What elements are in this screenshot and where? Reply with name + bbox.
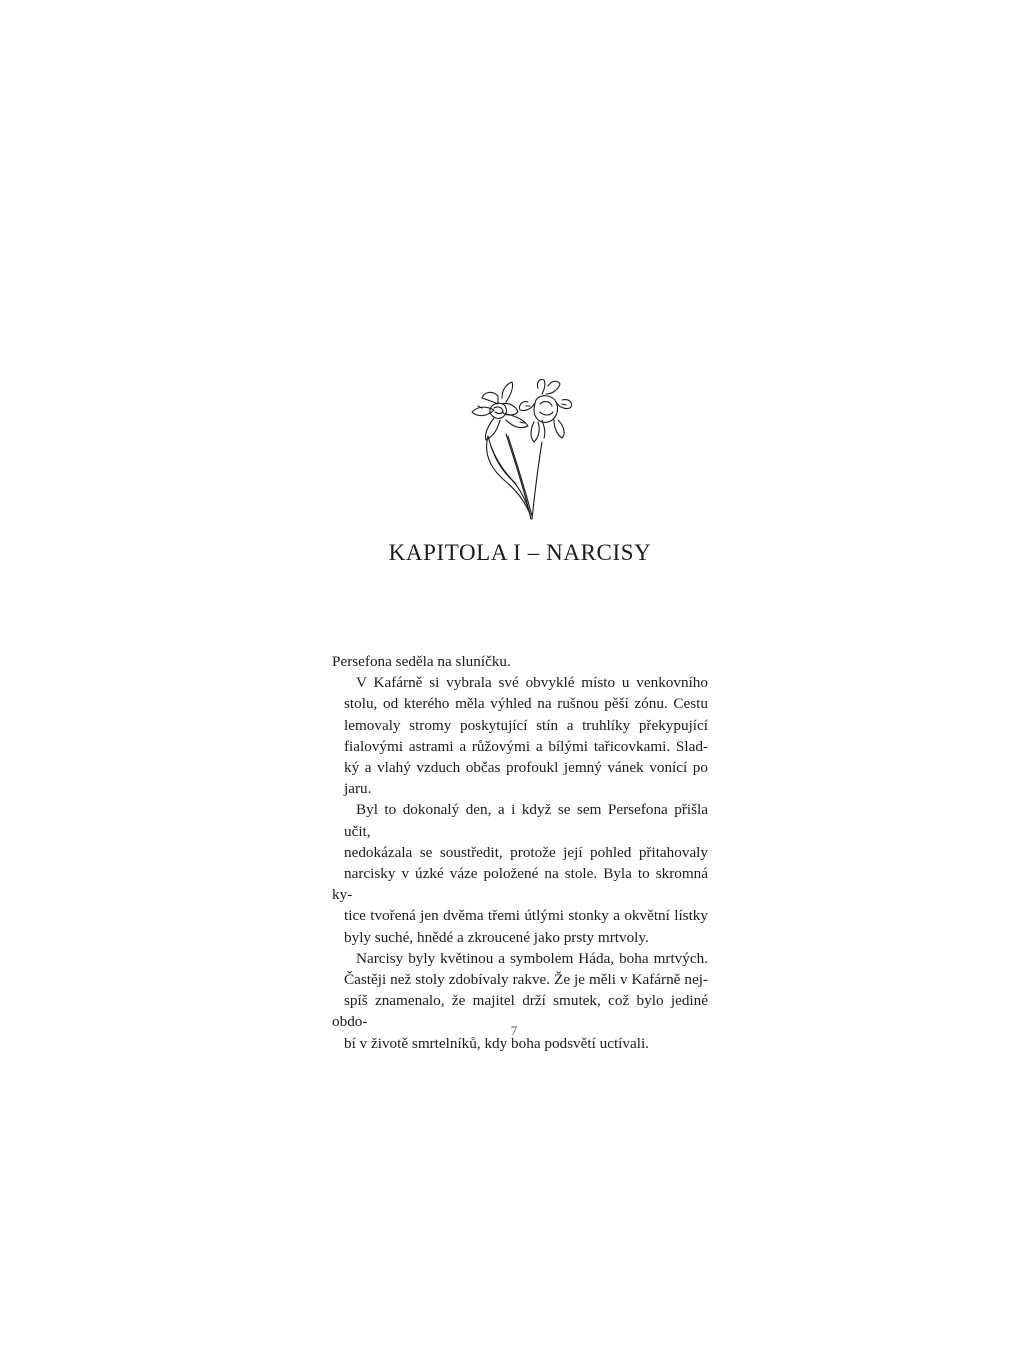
text-line: Persefona seděla na sluníčku. <box>332 653 511 670</box>
text-line: jaru. <box>344 780 372 798</box>
paragraph <box>332 672 708 799</box>
text-line: byly suché, hnědé a zkroucené jako prsty mrtvoly. <box>344 928 649 946</box>
paragraph <box>332 651 708 672</box>
text-line: Byl to dokonalý den, a i když se sem Persefona přišla učit, <box>344 801 708 840</box>
text-line: tice tvořená jen dvěma třemi útlými stonky a okvětní lístky <box>344 907 708 925</box>
narcissus-flower-icon <box>458 376 576 522</box>
text-line: spíš znamenalo, že majitel drží smutek, což bylo jediné obdo- <box>332 992 708 1031</box>
page-number: 7 <box>510 1023 518 1038</box>
chapter-title: KAPITOLA I – NARCISY <box>388 540 652 565</box>
text-line: nedokázala se soustředit, protože její pohled přitahovaly <box>344 843 708 861</box>
text-line: Častěji než stoly zdobívaly rakve. Že je měli v Kafárně nej- <box>344 971 708 989</box>
text-line: ký a vlahý vzduch občas profoukl jemný vánek vonící po <box>344 759 708 777</box>
text-line: lemovaly stromy poskytující stín a truhlíky překypující <box>344 716 708 734</box>
paragraph <box>332 799 708 947</box>
text-line: bí v životě smrtelníků, kdy boha podsvětí uctívali. <box>344 1034 649 1052</box>
text-line: fialovými astrami a růžovými a bílými tařicovkami. Slad- <box>344 737 708 755</box>
text-line: stolu, od kterého měla výhled na rušnou pěší zónu. Cestu <box>344 695 708 713</box>
text-line: narcisky v úzké váze položené na stole. Byla to skromná ky- <box>332 865 708 904</box>
text-line: Narcisy byly květinou a symbolem Háda, boha mrtvých. <box>356 949 708 967</box>
text-line: V Kafárně si vybrala své obvyklé místo u venkovního <box>356 674 708 692</box>
chapter-body-text <box>332 651 708 1054</box>
